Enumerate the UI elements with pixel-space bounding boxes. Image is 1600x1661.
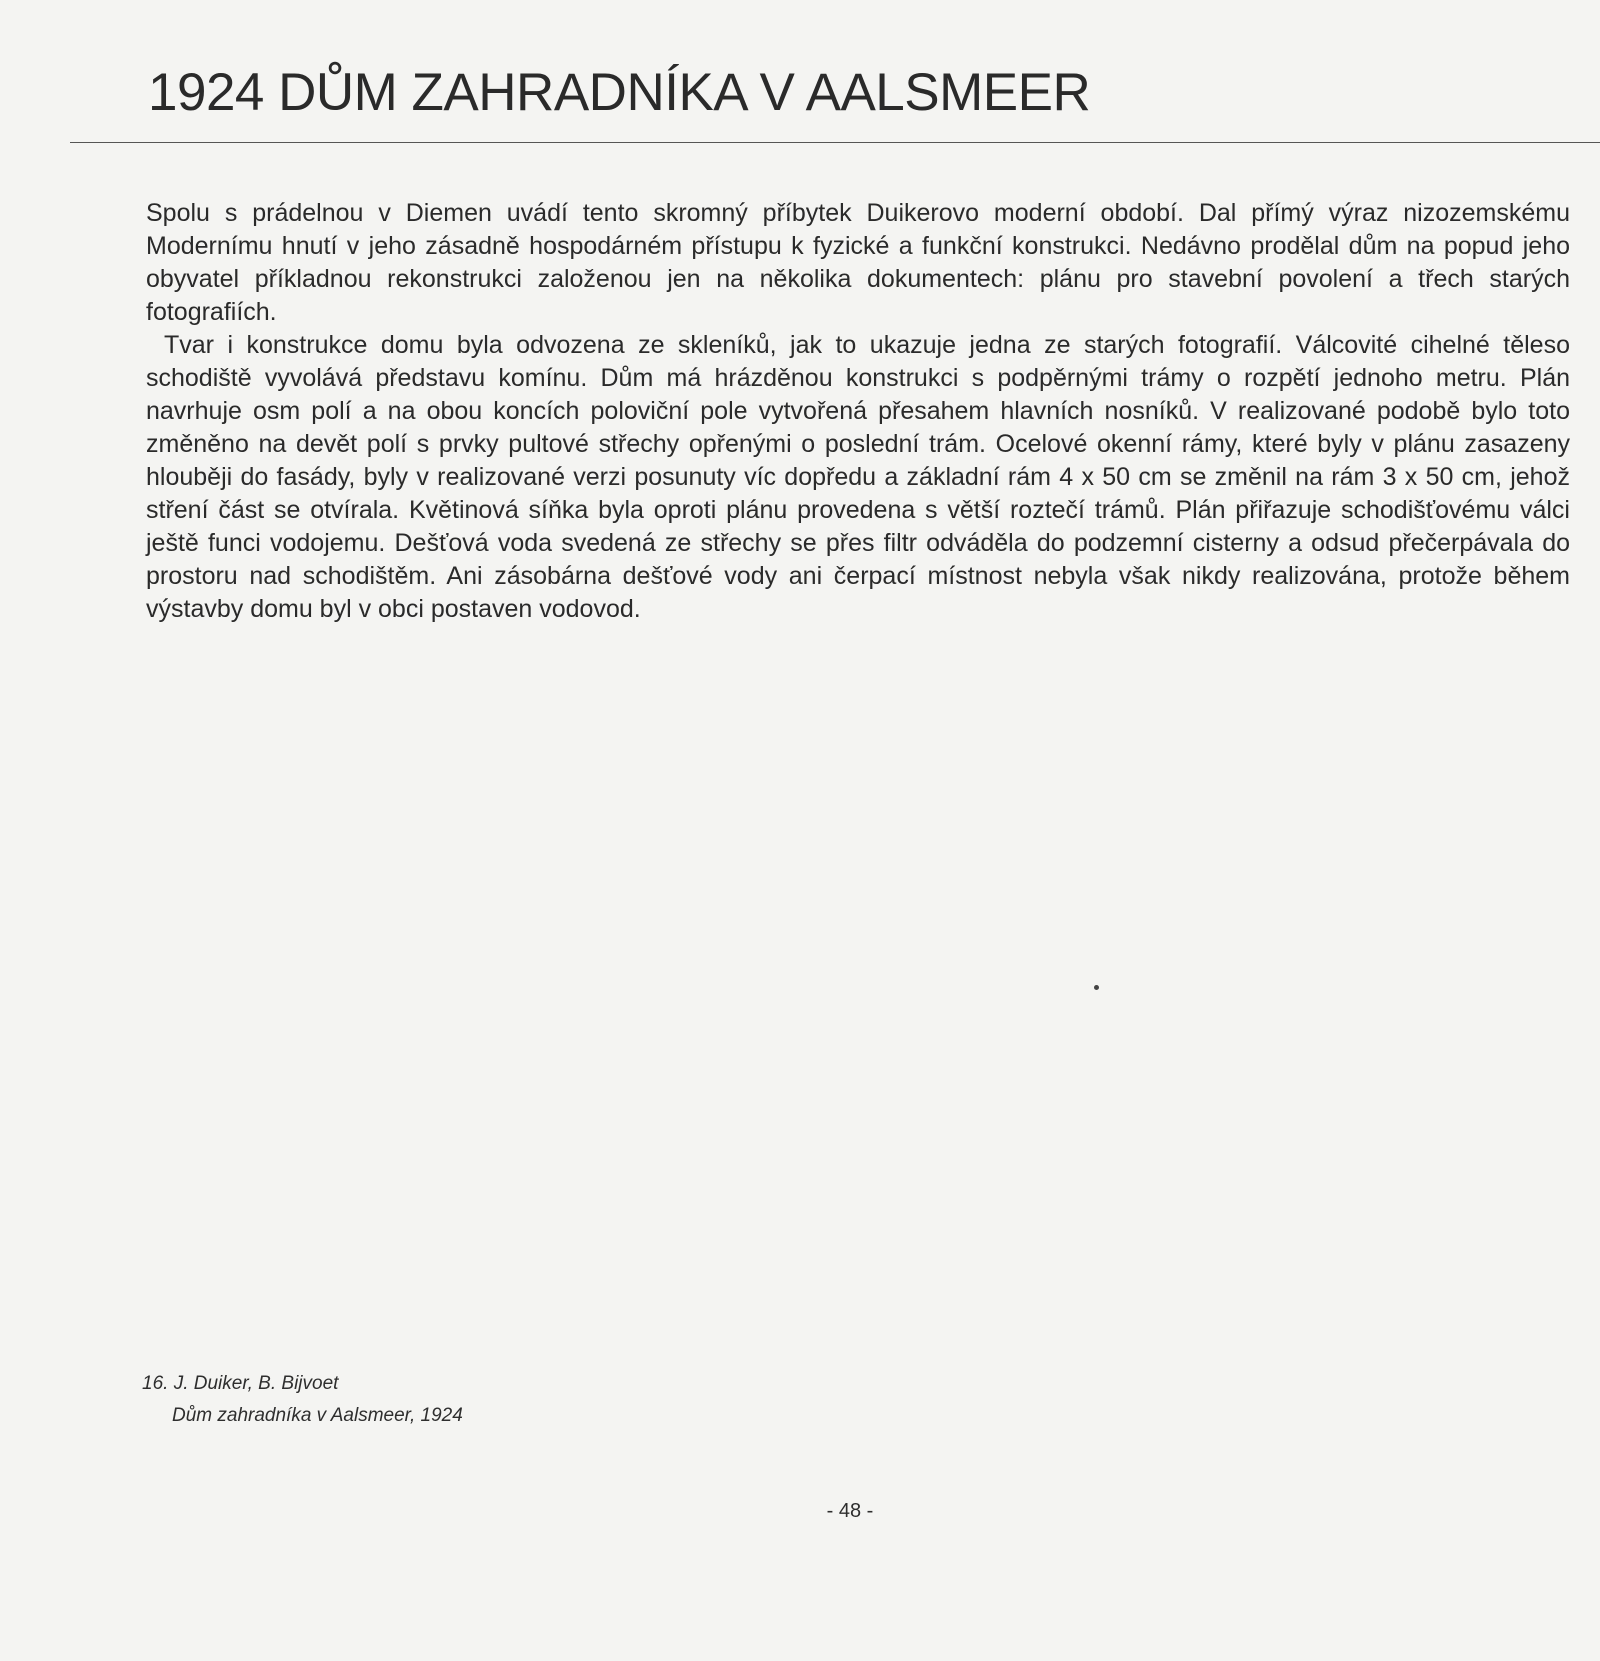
title-divider: [70, 142, 1600, 143]
page-title: 1924 DŮM ZAHRADNÍKA V AALSMEER: [148, 63, 1091, 122]
figure-caption: [142, 1368, 463, 1432]
body-text: [146, 197, 1570, 626]
page-number: - 48 -: [826, 1500, 874, 1522]
paragraph-1: Spolu s prádelnou v Diemen uvádí tento skromný příbytek Duikerovo moderní období. Dal přímý výraz nizozemskému Modernímu hnutí v jeho zásadně hospodárném přístupu k fyzické a funkční konstrukci. Nedávno prodělal dům na popud jeho obyvatel příkladnou rekonstrukci založenou jen na několika dokumentech: plánu pro stavební povolení a třech starých fotografiích.: [146, 199, 1570, 326]
caption-line-1: 16. J. Duiker, B. Bijvoet: [142, 1373, 339, 1394]
scan-speck: [1094, 985, 1099, 990]
paragraph-2: Tvar i konstrukce domu byla odvozena ze skleníků, jak to ukazuje jedna ze starých fotografií. Válcovité cihelné těleso schodiště vyvolává představu komínu. Dům má hrázděnou konstrukci s podpěrnými trámy o rozpětí jednoho metru. Plán navrhuje osm polí a na obou koncích poloviční pole vytvořená přesahem hlavních nosníků. V realizované podobě bylo toto změněno na devět polí s prvky pultové střechy opřenými o poslední trám. Ocelové okenní rámy, které byly v plánu zasazeny hlouběji do fasády, byly v realizované verzi posunuty víc dopředu a základní rám 4 x 50 cm se změnil na rám 3 x 50 cm, jehož stření část se otvírala. Květinová síňka byla oproti plánu provedena s větší roztečí trámů. Plán přiřazuje schodišťovému válci ještě funci vodojemu. Dešťová voda svedená ze střechy se přes filtr odváděla do podzemní cisterny a odsud přečerpávala do prostoru nad schodištěm. Ani zásobárna dešťové vody ani čerpací místnost nebyla však nikdy realizována, protože během výstavby domu byl v obci postaven vodovod.: [146, 331, 1570, 623]
caption-line-2: Dům zahradníka v Aalsmeer, 1924: [172, 1405, 463, 1426]
